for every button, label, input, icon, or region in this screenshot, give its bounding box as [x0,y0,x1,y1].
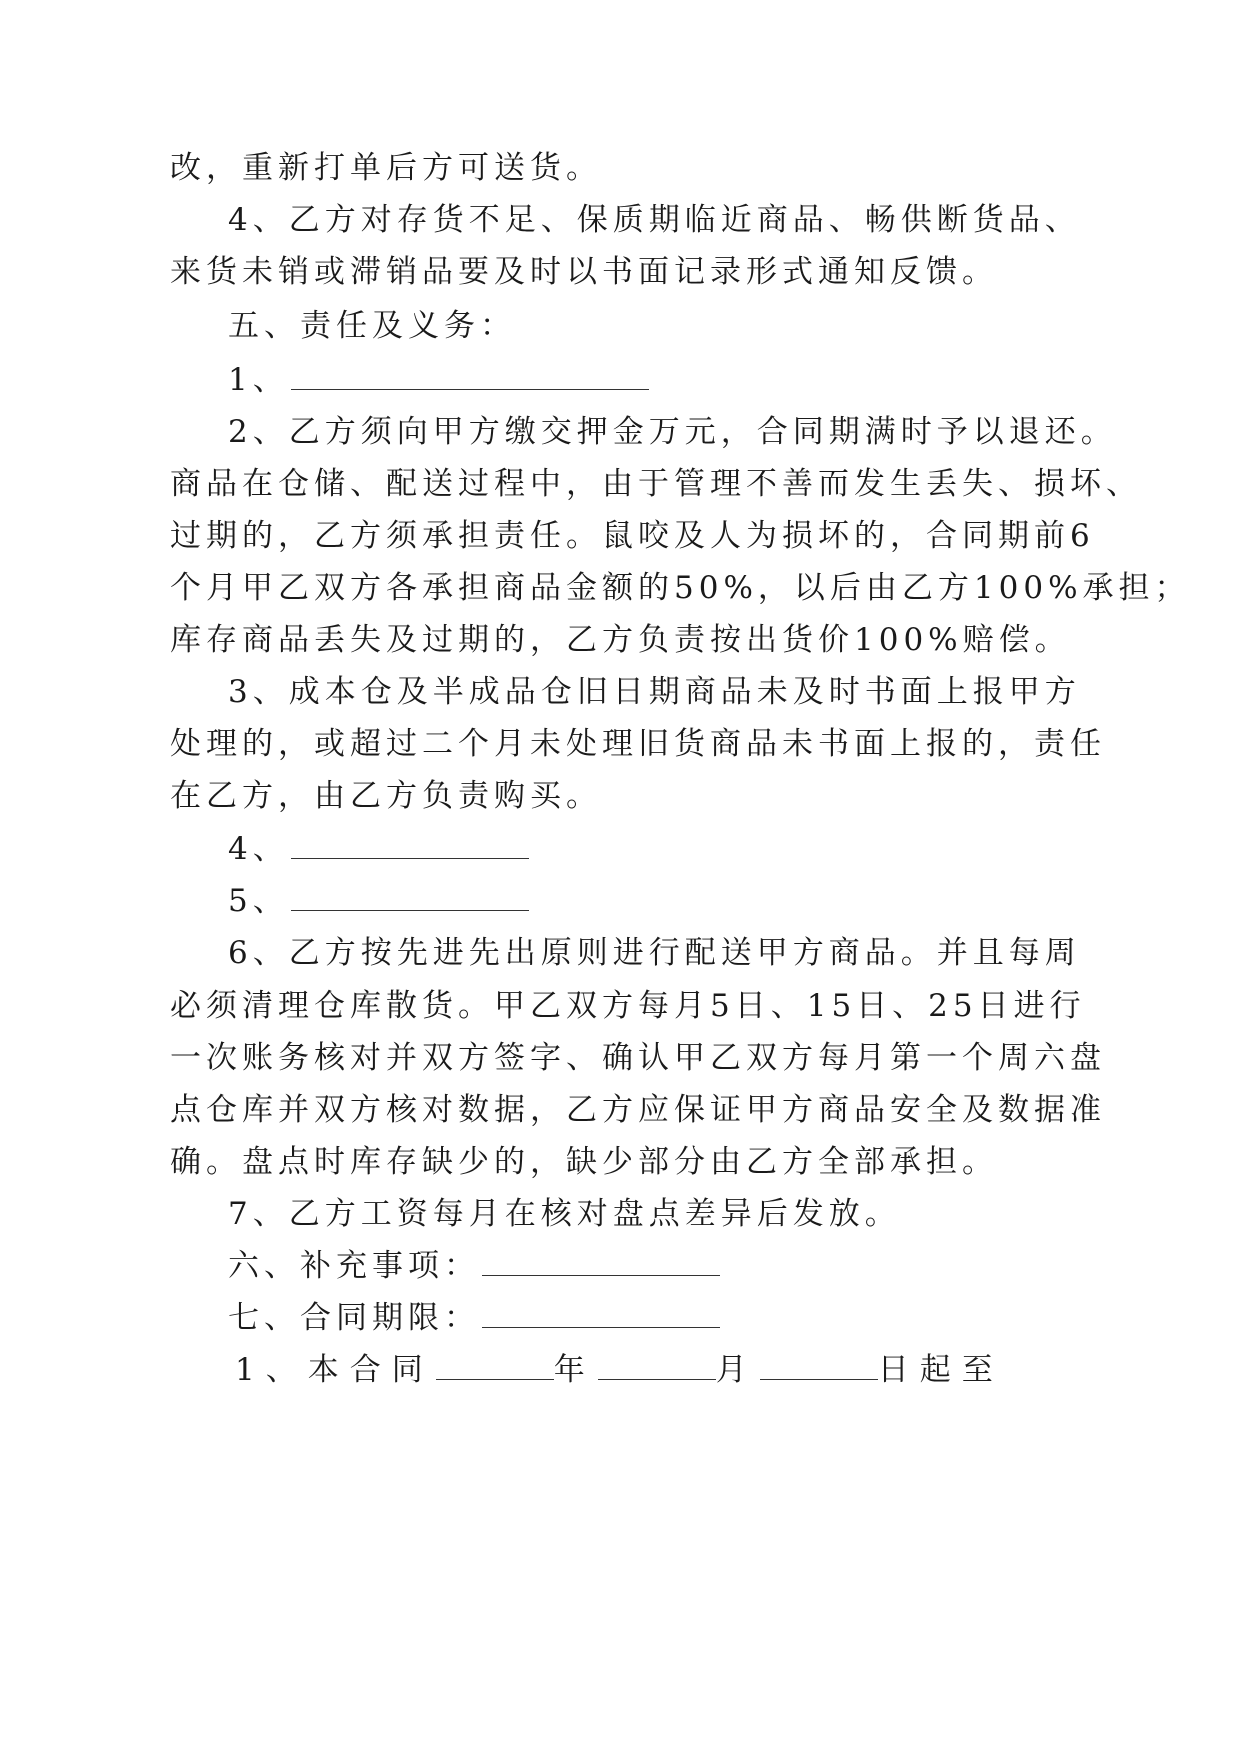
term-prefix: 1、本合同 [235,1352,434,1388]
paragraph-line: 库存商品丢失及过期的，乙方负责按出货价100%赔偿。 [170,622,1071,658]
paragraph-line: 4、乙方对存货不足、保质期临近商品、畅供断货品、 [228,202,1081,238]
term-date-line [0,1350,1241,1390]
paragraph-line: 过期的，乙方须承担责任。鼠咬及人为损坏的，合同期前6 [170,518,1095,554]
paragraph-line: 必须清理仓库散货。甲乙双方每月5日、15日、25日进行 [170,988,1086,1024]
item-4-line [0,829,1241,869]
section-heading: 五、责任及义务： [228,308,516,344]
fill-in-blank[interactable] [291,363,649,390]
month-blank[interactable] [598,1353,716,1380]
item-number: 1、 [228,362,289,398]
paragraph-line: 改，重新打单后方可送货。 [170,150,602,186]
day-blank[interactable] [760,1353,878,1380]
section-heading: 七、合同期限： [228,1300,480,1336]
fill-in-blank[interactable] [291,884,529,911]
item-number: 5、 [228,883,289,919]
day-suffix: 日起至 [877,1352,1004,1388]
year-label: 年 [553,1352,596,1388]
paragraph-line: 个月甲乙双方各承担商品金额的50%，以后由乙方100%承担； [170,570,1191,606]
paragraph-line: 2、乙方须向甲方缴交押金万元，合同期满时予以退还。 [228,414,1117,450]
fill-in-blank[interactable] [482,1249,720,1276]
paragraph-line: 来货未销或滞销品要及时以书面记录形式通知反馈。 [170,254,998,290]
paragraph-line: 一次账务核对并双方签字、确认甲乙双方每月第一个周六盘 [170,1040,1106,1076]
item-number: 4、 [228,831,289,867]
item-1-line [0,360,1241,400]
item-5-line [0,881,1241,921]
paragraph-line: 点仓库并双方核对数据，乙方应保证甲方商品安全及数据准 [170,1092,1106,1128]
term-heading-line [0,1298,1241,1338]
paragraph-line: 确。盘点时库存缺少的，缺少部分由乙方全部承担。 [170,1144,998,1180]
paragraph-line: 6、乙方按先进先出原则进行配送甲方商品。并且每周 [228,935,1081,971]
paragraph-line: 在乙方，由乙方负责购买。 [170,778,602,814]
paragraph-line: 3、成本仓及半成品仓旧日期商品未及时书面上报甲方 [228,674,1081,710]
paragraph-line: 商品在仓储、配送过程中，由于管理不善而发生丢失、损坏、 [170,466,1142,502]
fill-in-blank[interactable] [291,832,529,859]
paragraph-line: 处理的，或超过二个月未处理旧货商品未书面上报的，责任 [170,726,1106,762]
section-heading: 六、补充事项： [228,1248,480,1284]
fill-in-blank[interactable] [482,1301,720,1328]
year-blank[interactable] [436,1353,554,1380]
supplement-line [0,1246,1241,1286]
paragraph-line: 7、乙方工资每月在核对盘点差异后发放。 [228,1196,901,1232]
month-label: 月 [715,1352,758,1388]
